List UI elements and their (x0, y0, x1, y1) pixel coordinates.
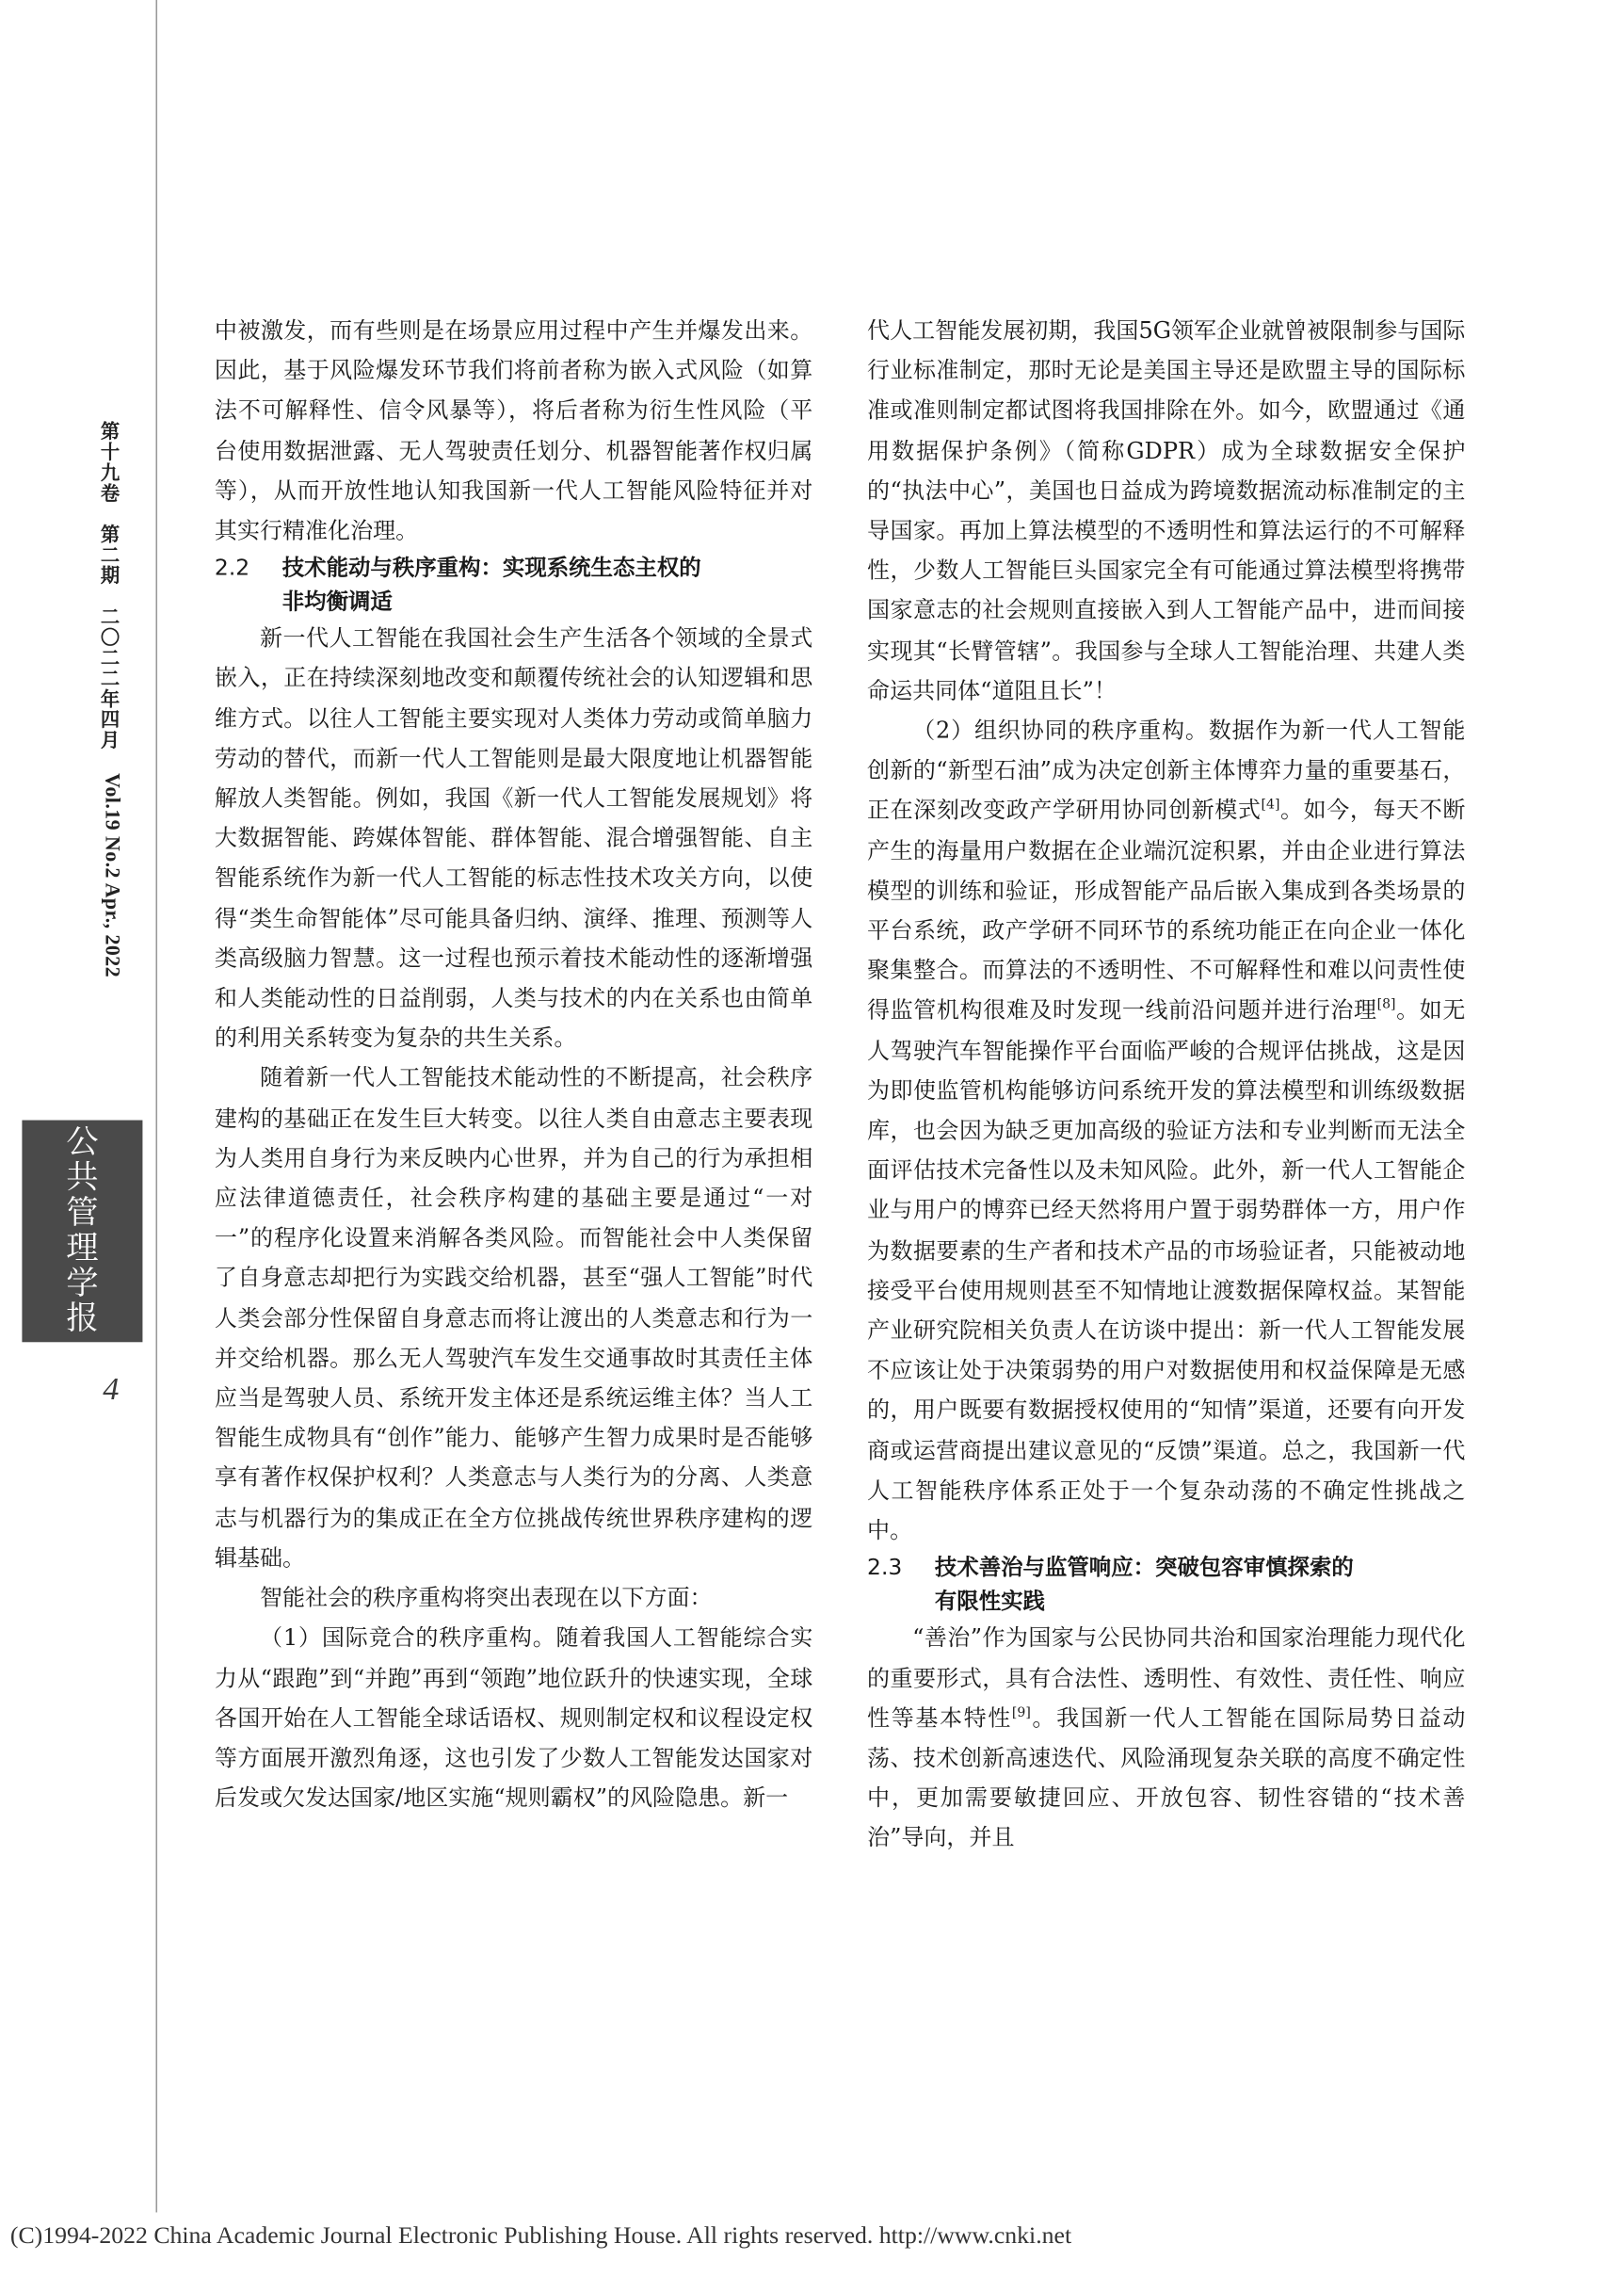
paragraph-text: 。我国新一代人工智能在国际局势日益动荡、技术创新高速迭代、风险涌现复杂关联的高度不确定性中，更加需要敏捷回应、开放包容、韧性容错的“技术善治”导向，并且 (867, 1704, 1466, 1851)
paragraph-text: 。如今，每天不断产生的海量用户数据在企业端沉淀积累，并由企业进行算法模型的训练和验证，形成智能产品后嵌入集成到各类场景的平台系统，政产学研不同环节的系统功能正在向企业一体化聚集整合。而算法的不透明性、不可解释性和难以问责性使得监管机构很难及时发现一线前沿问题并进行治理 (867, 797, 1466, 1025)
right-column (867, 312, 1465, 1859)
paragraph-text: （2）组织协同的秩序重构。数据作为新一代人工智能创新的“新型石油”成为决定创新主体博弈力量的重要基石，正在深刻改变政产学研用协同创新模式 (867, 717, 1466, 824)
paragraph: 随着新一代人工智能技术能动性的不断提高，社会秩序建构的基础正在发生巨大转变。以往人类自由意志主要表现为人类用自身行为来反映内心世界，并为自己的行为承担相应法律道德责任，社会秩序构建的基础主要是通过“一对一”的程序化设置来消解各类风险。而智能社会中人类保留了自身意志却把行为实践交给机器，甚至“强人工智能”时代人类会部分性保留自身意志而将让渡出的人类意志和行为一并交给机器。那么无人驾驶汽车发生交通事故时其责任主体应当是驾驶人员、系统开发主体还是系统运维主体？当人工智能生成物具有“创作”能力、能够产生智力成果时是否能够享有著作权保护权利？人类意志与人类行为的分离、人类意志与机器行为的集成正在全方位挑战传统世界秩序建构的逻辑基础。 (214, 1064, 813, 1572)
journal-name-box (22, 1121, 142, 1343)
section-title-line: 非均衡调适 (281, 588, 393, 615)
section-title-line: 有限性实践 (934, 1588, 1045, 1615)
section-heading-2-3 (867, 1551, 1465, 1619)
paragraph: （1）国际竞合的秩序重构。随着我国人工智能综合实力从“跟跑”到“并跑”再到“领跑”地位跃升的快速实现，全球各国开始在人工智能全球话语权、规则制定权和议程设定权等方面展开激烈角逐，这也引发了少数人工智能发达国家对后发或欠发达国家/地区实施“规则霸权”的风险隐患。新一 (214, 1624, 813, 1812)
paragraph (867, 712, 1465, 1552)
journal-name: 公共管理学报 (66, 1123, 99, 1337)
copyright-footer: (C)1994-2022 China Academic Journal Electronic Publishing House. All rights reserved. http://www.cnki.net (9, 2220, 1072, 2250)
left-column (215, 312, 812, 1819)
citation-ref: [4] (1261, 799, 1280, 814)
section-number: 2.2 (214, 554, 250, 581)
volume-label: 第十九卷 (100, 422, 121, 507)
paragraph: 中被激发，而有些则是在场景应用过程中产生并爆发出来。因此，基于风险爆发环节我们将前者称为嵌入式风险（如算法不可解释性、信令风暴等），将后者称为衍生性风险（平台使用数据泄露、无人驾驶责任划分、机器智能著作权归属等），从而开放性地认知我国新一代人工智能风险特征并对其实行精准化治理。 (214, 317, 813, 544)
paragraph: 代人工智能发展初期，我国5G领军企业就曾被限制参与国际行业标准制定，那时无论是美国主导还是欧盟主导的国际标准或准则制定都试图将我国排除在外。如今，欧盟通过《通用数据保护条例》（简称GDPR）成为全球数据安全保护的“执法中心”，美国也日益成为跨境数据流动标准制定的主导国家。再加上算法模型的不透明性和算法运行的不可解释性，少数人工智能巨头国家完全有可能通过算法模型将携带国家意志的社会规则直接嵌入到人工智能产品中，进而间接实现其“长臂管辖”。我国参与全球人工智能治理、共建人类命运共同体“道阻且长”！ (867, 317, 1466, 704)
page-number: 4 (103, 1369, 120, 1407)
margin-divider-line (155, 0, 157, 2212)
section-title-line: 技术善治与监管响应：突破包容审慎探索的 (934, 1554, 1354, 1581)
paragraph: 智能社会的秩序重构将突出表现在以下方面： (259, 1585, 713, 1612)
paragraph-text: 。如无人驾驶汽车智能操作平台面临严峻的合规评估挑战，这是因为即使监管机构能够访问系统开发的算法模型和训练级数据库，也会因为缺乏更加高级的验证方法和专业判断而无法全面评估技术完备性以及未知风险。此外，新一代人工智能企业与用户的博弈已经天然将用户置于弱势群体一方，用户作为数据要素的生产者和技术产品的市场验证者，只能被动地接受平台使用规则甚至不知情地让渡数据保障权益。某智能产业研究院相关负责人在访谈中提出：新一代人工智能发展不应该让处于决策弱势的用户对数据使用和权益保障是无感的，用户既要有数据授权使用的“知情”渠道，还要有向开发商或运营商提出建议意见的“反馈”渠道。总之，我国新一代人工智能秩序体系正处于一个复杂动荡的不确定性挑战之中。 (867, 997, 1466, 1544)
issue-label: 第二期 (100, 525, 121, 589)
date-label: 二〇二二年四月 (100, 606, 121, 753)
volume-english-label: Vol.19 No.2 Apr., 2022 (100, 773, 122, 978)
citation-ref: [9] (1011, 1705, 1031, 1721)
section-heading-2-2 (215, 552, 812, 620)
journal-side-info (100, 424, 129, 1041)
section-number: 2.3 (867, 1554, 903, 1581)
paragraph (867, 1619, 1465, 1859)
paragraph-text: “善治”作为国家与公民协同共治和国家治理能力现代化的重要形式，具有合法性、透明性、有效性、责任性、响应性等基本特性 (867, 1624, 1466, 1732)
citation-ref: [8] (1376, 998, 1396, 1014)
section-title-line: 技术能动与秩序重构：实现系统生态主权的 (281, 554, 701, 581)
paragraph: 新一代人工智能在我国社会生产生活各个领域的全景式嵌入，正在持续深刻地改变和颠覆传统社会的认知逻辑和思维方式。以往人工智能主要实现对人类体力劳动或简单脑力劳动的替代，而新一代人工智能则是最大限度地让机器智能解放人类智能。例如，我国《新一代人工智能发展规划》将大数据智能、跨媒体智能、群体智能、混合增强智能、自主智能系统作为新一代人工智能的标志性技术攻关方向，以使得“类生命智能体”尽可能具备归纳、演绎、推理、预测等人类高级脑力智慧。这一过程也预示着技术能动性的逐渐增强和人类能动性的日益削弱，人类与技术的内在关系也由简单的利用关系转变为复杂的共生关系。 (214, 624, 813, 1052)
